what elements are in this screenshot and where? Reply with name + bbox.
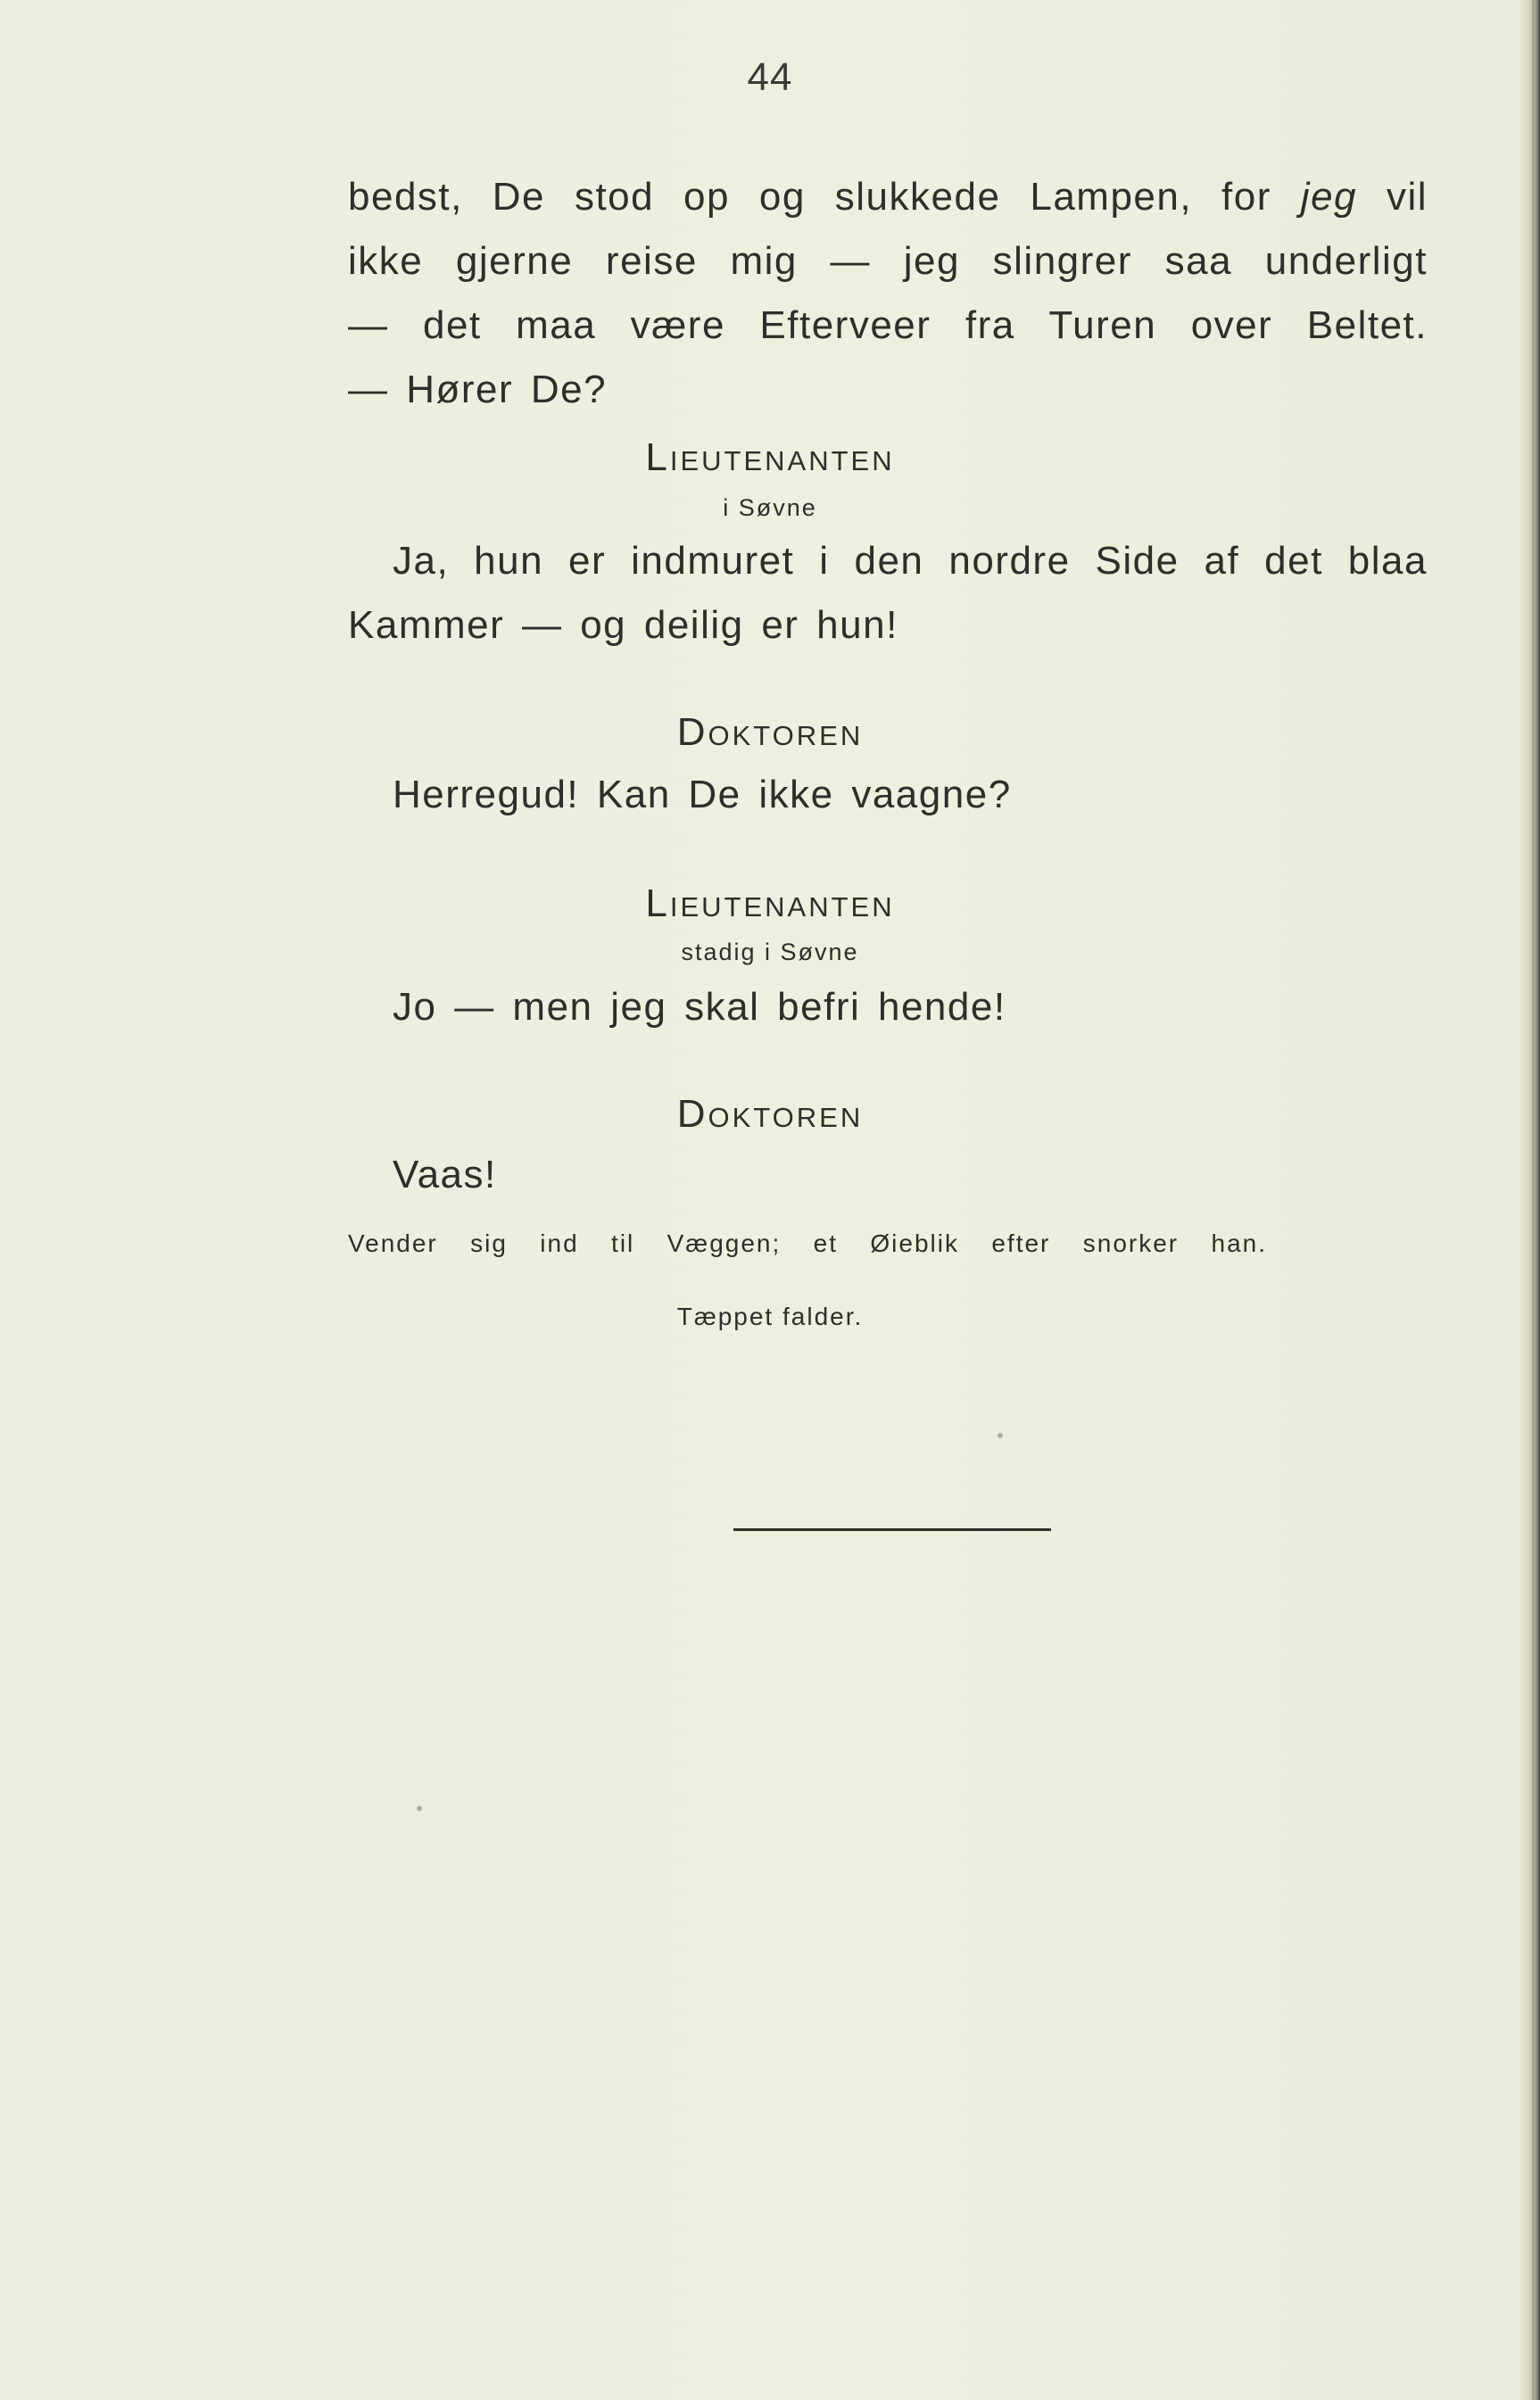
paragraph-1-line-1 [348, 175, 1428, 219]
stage-direction-inline: i Søvne [723, 494, 817, 521]
speaker-name: Doktoren [676, 710, 864, 754]
paragraph-1-line-2: ikke gjerne reise mig — jeg slingrer saa underligt [348, 239, 1428, 283]
speech-4-line-1: Vaas! [393, 1153, 497, 1196]
paper-speck [417, 1806, 422, 1811]
speaker-name: Lieutenanten [645, 881, 895, 925]
paragraph-1-line-1-text-a: bedst, De stod op og slukkede Lampen, for [348, 175, 1301, 219]
speaker-name: Lieutenanten [645, 435, 895, 479]
speech-2-line-1: Herregud! Kan De ikke vaagne? [393, 773, 1012, 816]
curtain-line: Tæppet falder. [676, 1303, 864, 1330]
speech-1-line-2: Kammer — og deilig er hun! [348, 603, 898, 647]
page-binding-shadow [1532, 0, 1535, 2400]
paragraph-1-line-3: — det maa være Efterveer fra Turen over Beltet. [348, 303, 1428, 347]
stage-direction-inline: stadig i Søvne [681, 939, 859, 965]
speech-1-line-1: Ja, hun er indmuret i den nordre Side af det blaa [393, 539, 1428, 583]
end-of-act-rule [733, 1528, 1051, 1531]
page-number: 44 [747, 55, 793, 99]
speaker-name: Doktoren [676, 1092, 864, 1136]
paragraph-1-line-1-emphasis: jeg [1300, 175, 1358, 219]
speech-3-line-1: Jo — men jeg skal befri hende! [393, 985, 1006, 1029]
paragraph-1-line-1-text-b: vil [1357, 175, 1428, 219]
page-binding-edge [1520, 0, 1540, 2400]
paper-speck [998, 1433, 1003, 1438]
stage-direction: Vender sig ind til Væggen; et Øieblik efter snorker han. [348, 1229, 1267, 1257]
paragraph-1-line-4: — Hører De? [348, 368, 608, 411]
